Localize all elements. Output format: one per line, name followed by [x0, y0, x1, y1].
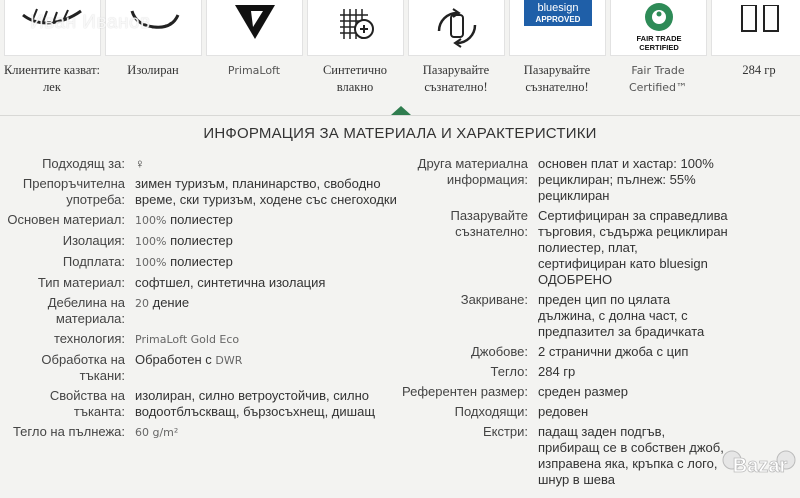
- feature-tile-primaloft: [206, 0, 303, 56]
- spec-label: Дебелина на материала:: [47, 295, 125, 326]
- spec-value: 284 гр: [538, 364, 576, 379]
- spec-label: Основен материал:: [7, 212, 125, 227]
- weight-icon: [720, 5, 800, 55]
- bluesign-logo-text: bluesign: [537, 1, 578, 14]
- spec-row-closure: [400, 292, 800, 340]
- feature-tile-light: [4, 0, 101, 56]
- icon-label-light: Клиентите казват: лек: [3, 63, 101, 94]
- insulation-icon: [114, 5, 194, 55]
- spec-value: дение: [149, 295, 190, 310]
- spec-label: Тегло на пълнежа:: [12, 424, 125, 439]
- spec-row-material-type: [0, 275, 400, 291]
- icon-label-recycled: Пазарувайте съзнателно!: [422, 63, 490, 94]
- spec-label: Пазарувайте съзнателно:: [450, 208, 528, 239]
- fair-trade-logo-icon: [619, 3, 699, 55]
- specs-left-column: [0, 156, 400, 445]
- spec-value: Сертифициран за справедлива търговия, съдържа рециклиран полиестер, плат, сертифициран като bluesign ОДОБРЕНО: [538, 208, 728, 287]
- spec-row-suitable-for: [0, 156, 400, 172]
- fair-trade-text: FAIR TRADE: [636, 34, 681, 43]
- feature-tile-recycled: [408, 0, 505, 56]
- spec-value: падащ заден подгъв, прибиращ се в собствен джоб, изправена яка, кръпка с лого, шнур в шева: [538, 424, 724, 487]
- female-icon: ♀: [135, 156, 145, 171]
- spec-value: среден размер: [538, 384, 628, 399]
- bluesign-logo-icon: [518, 0, 598, 56]
- feature-icon-strip: [0, 0, 800, 56]
- bazar-badge-text: Bazar: [732, 455, 788, 477]
- spec-label: Подходящи:: [454, 404, 528, 419]
- spec-value: софтшел, синтетична изолация: [135, 275, 326, 290]
- spec-row-insulation: [0, 233, 400, 250]
- spec-value-number: 100%: [135, 235, 167, 248]
- spec-row-pockets: [400, 344, 800, 360]
- spec-row-technology: [0, 331, 400, 348]
- spec-row-reference-size: [400, 384, 800, 400]
- spec-row-main-material: [0, 212, 400, 229]
- spec-row-recommended-use: [0, 176, 400, 208]
- spec-value: изолиран, силно ветроустойчив, силно водоотблъскващ, бързосъхнещ, дишащ: [135, 388, 376, 419]
- spec-row-lining: [0, 254, 400, 271]
- spec-label: Тип материал:: [37, 275, 125, 290]
- spec-row-other-material-info: [400, 156, 800, 204]
- bazar-badge-logo: [714, 440, 800, 498]
- spec-label: Подходящ за:: [42, 156, 125, 171]
- spec-label: Референтен размер:: [401, 384, 528, 399]
- spec-value-number: 100%: [135, 256, 167, 269]
- spec-label: Изолация:: [62, 233, 125, 248]
- spec-row-fabric-treatment: [0, 352, 400, 384]
- bluesign-approved-text: APPROVED: [535, 14, 580, 24]
- section-divider: [0, 115, 800, 116]
- collapse-toggle-icon[interactable]: [391, 106, 411, 115]
- spec-value: зимен туризъм, планинарство, свободно време, ски туризъм, ходене със снегоходки: [135, 176, 397, 207]
- feature-tile-weight: [711, 0, 800, 56]
- spec-value-number: PrimaLoft Gold Eco: [135, 333, 240, 346]
- spec-row-fill-weight: [0, 424, 400, 441]
- spec-value: Обработен с: [135, 352, 216, 367]
- icon-label-weight: 284 гр: [742, 63, 776, 77]
- spec-value-number: DWR: [215, 354, 243, 367]
- spec-value: полиестер: [166, 254, 233, 269]
- spec-label: Препоръчителна употреба:: [22, 176, 125, 207]
- spec-row-thickness: [0, 295, 400, 327]
- spec-label: Друга материална информация:: [417, 156, 528, 187]
- icon-label-synthetic: Синтетично влакно: [322, 63, 388, 94]
- feature-tile-synthetic: [307, 0, 404, 56]
- spec-value: 2 странични джоба с цип: [538, 344, 689, 359]
- section-title: ИНФОРМАЦИЯ ЗА МАТЕРИАЛА И ХАРАКТЕРИСТИКИ: [203, 125, 597, 142]
- spec-value-number: 100%: [135, 214, 167, 227]
- spec-label: Подплата:: [62, 254, 125, 269]
- synthetic-fiber-icon: [316, 5, 396, 55]
- recycled-bottle-icon: [417, 5, 497, 55]
- spec-row-shop-consciously: [400, 208, 800, 288]
- spec-value-number: 60 g/m²: [135, 426, 179, 439]
- icon-label-insulated: Изолиран: [127, 63, 179, 77]
- spec-value: редовен: [538, 404, 589, 419]
- feather-icon: [13, 5, 93, 55]
- spec-value-number: 20: [135, 297, 149, 310]
- icon-label-fairtrade: Fair Trade Certified™: [628, 64, 688, 94]
- watermark: Иван Иванов: [30, 12, 151, 33]
- spec-label: Екстри:: [482, 424, 528, 439]
- feature-tile-fairtrade: [610, 0, 707, 56]
- icon-label-primaloft: PrimaLoft: [227, 64, 281, 77]
- spec-label: Закриване:: [460, 292, 528, 307]
- feature-tile-insulated: [105, 0, 202, 56]
- primaloft-logo-icon: [215, 5, 295, 55]
- spec-row-fit: [400, 404, 800, 420]
- spec-label: технология:: [54, 331, 125, 346]
- spec-value: полиестер: [166, 233, 233, 248]
- spec-value: основен плат и хастар: 100% рециклиран; пълнеж: 55% рециклиран: [538, 156, 714, 203]
- spec-row-fabric-properties: [0, 388, 400, 420]
- spec-label: Джобове:: [470, 344, 528, 359]
- certified-text: CERTIFIED: [638, 43, 679, 52]
- spec-label: Тегло:: [490, 364, 528, 379]
- spec-value: полиестер: [166, 212, 233, 227]
- spec-label: Свойства на тъканта:: [49, 388, 125, 419]
- spec-row-weight: [400, 364, 800, 380]
- icon-label-bluesign: Пазарувайте съзнателно!: [523, 63, 591, 94]
- spec-value: преден цип по цялата дължина, с долна част, с предпазител за брадичката: [538, 292, 705, 339]
- feature-tile-bluesign: [509, 0, 606, 56]
- spec-label: Обработка на тъкани:: [41, 352, 125, 383]
